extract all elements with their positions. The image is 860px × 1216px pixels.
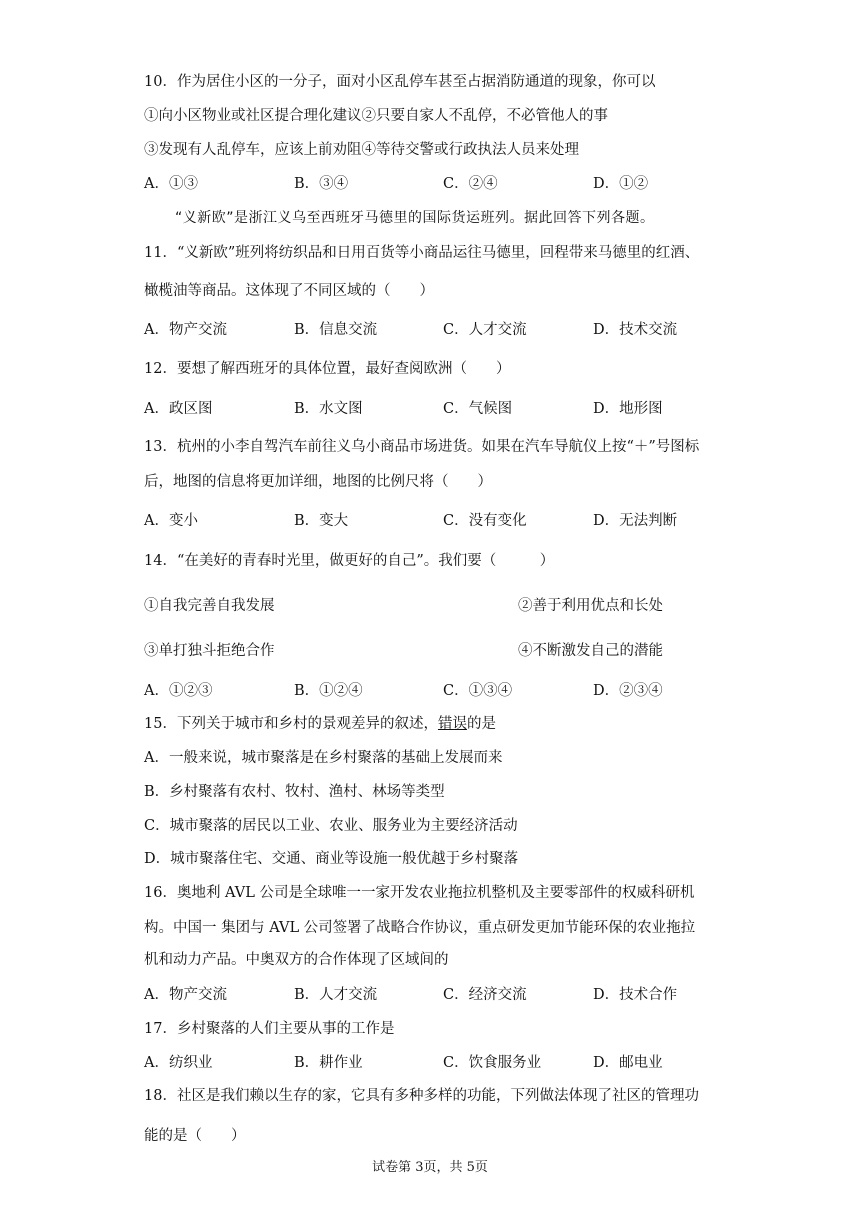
q14-item-2: ②善于利用优点和长处 [518, 598, 663, 614]
q11-option-d: D．技术交流 [593, 322, 678, 338]
q14-item-1: ①自我完善自我发展 [144, 598, 275, 614]
q15-stem-end: 的是 [466, 716, 496, 732]
q10-option-a: A．①③ [144, 176, 198, 192]
q12-option-c: C．气候图 [443, 401, 513, 417]
q12-option-b: B．水文图 [294, 401, 363, 417]
q15-stem [144, 714, 496, 734]
q11-stem-line-1: 11．“义新欧”班列将纺织品和日用百货等小商品运往马德里，回程带来马德里的红酒、 [144, 245, 700, 261]
q10-option-c: C．②④ [443, 176, 498, 192]
q11-option-c: C．人才交流 [443, 322, 527, 338]
q14-stem: 14．“在美好的青春时光里，做更好的自己”。我们要（ ） [144, 553, 555, 569]
q12-option-d: D．地形图 [593, 401, 663, 417]
q16-option-b: B．人才交流 [294, 987, 378, 1003]
q10-stem: 10．作为居住小区的一分子，面对小区乱停车甚至占据消防通道的现象，你可以 [144, 74, 656, 90]
q17-option-b: B．耕作业 [294, 1055, 363, 1071]
group-intro: “义新欧”是浙江义乌至西班牙马德里的国际货运班列。据此回答下列各题。 [175, 210, 655, 226]
q15-stem-text: 15．下列关于城市和乡村的景观差异的叙述， [144, 716, 438, 732]
q15-option-b: B．乡村聚落有农村、牧村、渔村、林场等类型 [144, 784, 445, 800]
q10-option-b: B．③④ [294, 176, 349, 192]
q16-stem-line-2: 构。中国一 集团与 AVL 公司签署了战略合作协议，重点研发更加节能环保的农业拖拉 [144, 920, 696, 936]
q13-stem-line-1: 13．杭州的小李自驾汽车前往义乌小商品市场进货。如果在汽车导航仪上按“＋”号图标 [144, 439, 700, 455]
q13-option-d: D．无法判断 [593, 513, 678, 529]
q16-option-c: C．经济交流 [443, 987, 527, 1003]
q10-item-2: ③发现有人乱停车，应该上前劝阻④等待交警或行政执法人员来处理 [144, 142, 579, 158]
q14-option-d: D．②③④ [593, 683, 663, 699]
q16-option-a: A．物产交流 [144, 987, 227, 1003]
q15-option-c: C．城市聚落的居民以工业、农业、服务业为主要经济活动 [144, 818, 518, 834]
q10-option-d: D．①② [593, 176, 649, 192]
q16-option-d: D．技术合作 [593, 987, 678, 1003]
q17-stem: 17．乡村聚落的人们主要从事的工作是 [144, 1021, 395, 1037]
q12-option-a: A．政区图 [144, 401, 213, 417]
q12-stem: 12．要想了解西班牙的具体位置，最好查阅欧洲（ ） [144, 361, 511, 377]
q11-option-b: B．信息交流 [294, 322, 378, 338]
q16-stem-line-3: 机和动力产品。中奥双方的合作体现了区域间的 [144, 952, 449, 968]
q15-option-d: D．城市聚落住宅、交通、商业等设施一般优越于乡村聚落 [144, 851, 519, 867]
q15-stem-emphasis: 错误 [437, 716, 467, 732]
q14-option-b: B．①②④ [294, 683, 363, 699]
q14-option-c: C．①③④ [443, 683, 513, 699]
q17-option-d: D．邮电业 [593, 1055, 663, 1071]
q17-option-c: C．饮食服务业 [443, 1055, 542, 1071]
q14-option-a: A．①②③ [144, 683, 213, 699]
q16-stem-line-1: 16．奥地利 AVL 公司是全球唯一一家开发农业拖拉机整机及主要零部件的权威科研机 [144, 885, 695, 901]
q13-stem-line-2: 后，地图的信息将更加详细，地图的比例尺将（ ） [144, 474, 492, 490]
q14-item-4: ④不断激发自己的潜能 [518, 643, 663, 659]
q14-item-3: ③单打独斗拒绝合作 [144, 643, 275, 659]
q11-stem-line-2: 橄榄油等商品。这体现了不同区域的（ ） [144, 283, 434, 299]
q17-option-a: A．纺织业 [144, 1055, 213, 1071]
q13-option-a: A．变小 [144, 513, 198, 529]
q18-stem-line-2: 能的是（ ） [144, 1128, 246, 1144]
q10-item-1: ①向小区物业或社区提合理化建议②只要自家人不乱停，不必管他人的事 [144, 108, 608, 124]
q13-option-b: B．变大 [294, 513, 349, 529]
q11-option-a: A．物产交流 [144, 322, 227, 338]
q15-option-a: A．一般来说，城市聚落是在乡村聚落的基础上发展而来 [144, 750, 503, 766]
q13-option-c: C．没有变化 [443, 513, 527, 529]
q18-stem-line-1: 18．社区是我们赖以生存的家，它具有多种多样的功能，下列做法体现了社区的管理功 [144, 1088, 699, 1104]
page-footer: 试卷第 3页，共 5页 [372, 1160, 488, 1175]
